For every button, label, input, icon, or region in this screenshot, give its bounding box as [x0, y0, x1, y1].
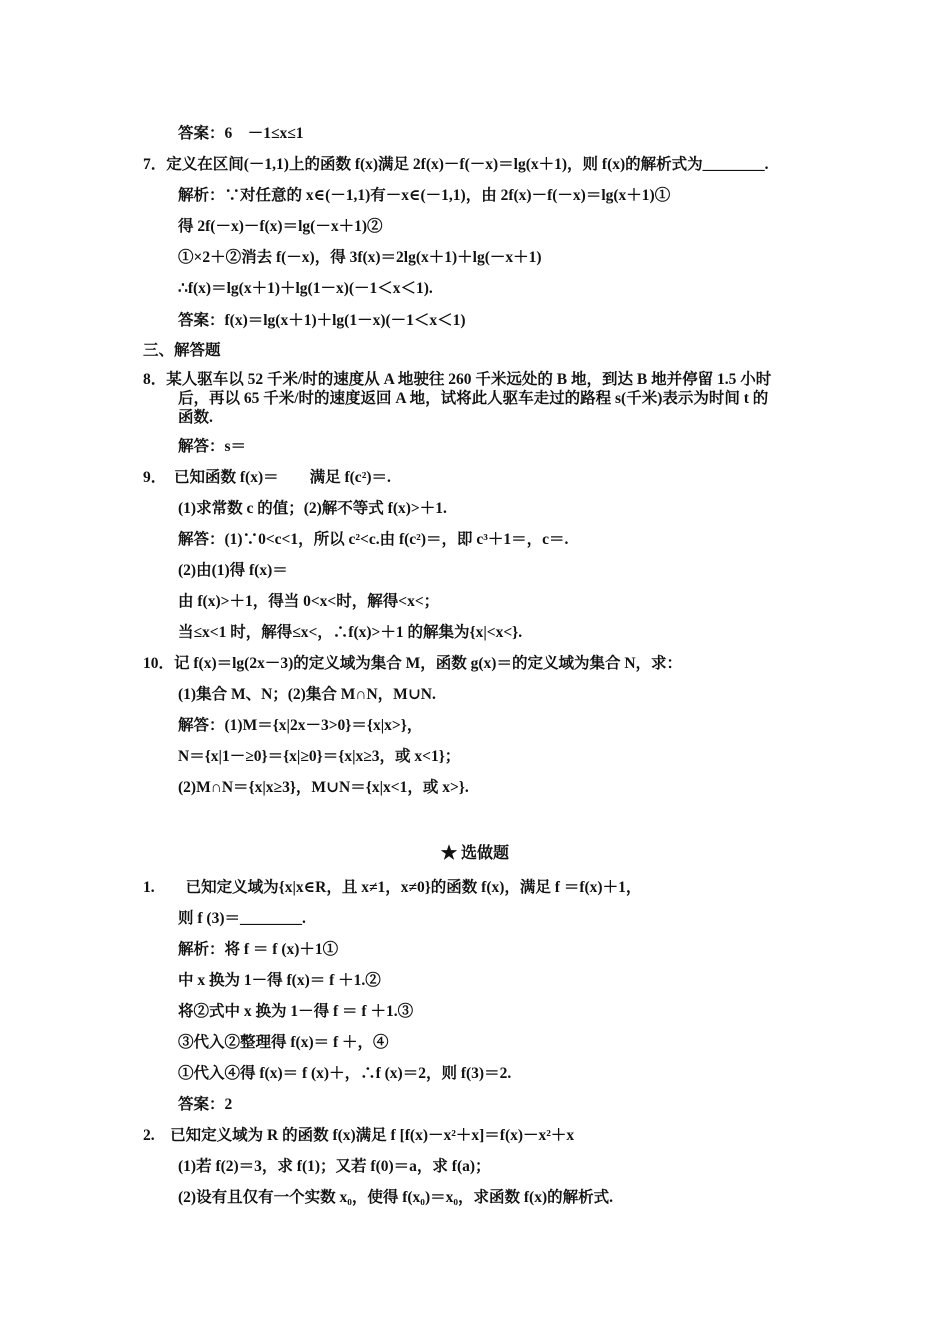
optional-q1-analysis-4: ③代入②整理得 f(x)＝ f ＋，④: [178, 1034, 389, 1051]
optional-section-heading: ★ 选做题: [440, 845, 509, 862]
answer-6: 答案：6 －1≤x≤1: [178, 125, 304, 142]
question-8-line-3: 函数.: [178, 409, 213, 426]
question-8-line-1: 8．某人驱车以 52 千米/时的速度从 A 地驶往 260 千米远处的 B 地，到达 B 地并停留 1.5 小时: [143, 371, 772, 388]
optional-q1-analysis-2: 中 x 换为 1－得 f(x)＝ f ＋1.②: [178, 972, 381, 989]
optional-q2-part-2: (2)设有且仅有一个实数 x₀，使得 f(x₀)＝x₀，求函数 f(x)的解析式.: [178, 1189, 613, 1206]
question-7: 7．定义在区间(－1,1)上的函数 f(x)满足 2f(x)－f(－x)＝lg(x＋1)，则 f(x)的解析式为________.: [143, 156, 769, 173]
optional-q2-part-1: (1)若 f(2)＝3，求 f(1)；又若 f(0)＝a，求 f(a)；: [178, 1158, 491, 1175]
q7-analysis-line-2: 得 2f(－x)－f(x)＝lg(－x＋1)②: [178, 218, 383, 235]
q7-analysis-line-1: 解析：∵对任意的 x∈(－1,1)有－x∈(－1,1)，由 2f(x)－f(－x)＝lg(x＋1)①: [178, 187, 671, 204]
q10-solution-line-2: N＝{x|1－≥0}＝{x|≥0}＝{x|x≥3，或 x<1}；: [178, 748, 461, 765]
optional-question-2: 2. 已知定义域为 R 的函数 f(x)满足 f [f(x)－x²＋x]＝f(x)－x²＋x: [143, 1127, 575, 1144]
optional-q1-analysis-5: ①代入④得 f(x)＝ f (x)＋，∴f (x)＝2，则 f(3)＝2.: [178, 1065, 512, 1082]
q7-analysis-line-4: ∴f(x)＝lg(x＋1)＋lg(1－x)(－1＜x＜1).: [178, 280, 433, 297]
question-8-line-2: 后，再以 65 千米/时的速度返回 A 地，试将此人驱车走过的路程 s(千米)表示为时间 t 的: [178, 390, 769, 407]
optional-q1-answer: 答案：2: [178, 1096, 233, 1113]
q9-solution-line-4: 当≤x<1 时，解得≤x<，∴f(x)>＋1 的解集为{x|<x<}.: [178, 624, 523, 641]
optional-q1-analysis-1: 解析：将 f ＝ f (x)＋1①: [178, 941, 339, 958]
q7-answer: 答案：f(x)＝lg(x＋1)＋lg(1－x)(－1＜x＜1): [178, 312, 466, 329]
optional-q1-line-2: 则 f (3)＝________.: [178, 910, 306, 927]
q7-analysis-line-3: ①×2＋②消去 f(－x)，得 3f(x)＝2lg(x＋1)＋lg(－x＋1): [178, 249, 542, 266]
q10-solution-line-1: 解答：(1)M＝{x|2x－3>0}＝{x|x>}，: [178, 717, 423, 734]
q8-solution: 解答：s＝: [178, 438, 247, 455]
q9-subparts: (1)求常数 c 的值；(2)解不等式 f(x)>＋1.: [178, 500, 447, 517]
q10-solution-line-3: (2)M∩N＝{x|x≥3}，M∪N＝{x|x<1，或 x>}.: [178, 779, 469, 796]
question-9: 9． 已知函数 f(x)＝ 满足 f(c²)＝.: [143, 469, 391, 486]
q10-subparts: (1)集合 M、N；(2)集合 M∩N，M∪N.: [178, 686, 436, 703]
q9-solution-line-3: 由 f(x)>＋1，得当 0<x<时，解得<x<；: [178, 593, 440, 610]
optional-q1-analysis-3: 将②式中 x 换为 1－得 f ＝ f ＋1.③: [178, 1003, 414, 1020]
optional-question-1: 1. 已知定义域为{x|x∈R，且 x≠1，x≠0}的函数 f(x)，满足 f ＝f(x)＋1，: [143, 879, 642, 896]
q9-solution-line-2: (2)由(1)得 f(x)＝: [178, 562, 288, 579]
section-heading: 三、解答题: [143, 342, 221, 359]
q9-solution-line-1: 解答：(1)∵0<c<1，所以 c²<c.由 f(c²)＝，即 c³＋1＝，c＝.: [178, 531, 569, 548]
question-10: 10．记 f(x)＝lg(2x－3)的定义域为集合 M，函数 g(x)＝的定义域为集合 N，求：: [143, 655, 683, 672]
